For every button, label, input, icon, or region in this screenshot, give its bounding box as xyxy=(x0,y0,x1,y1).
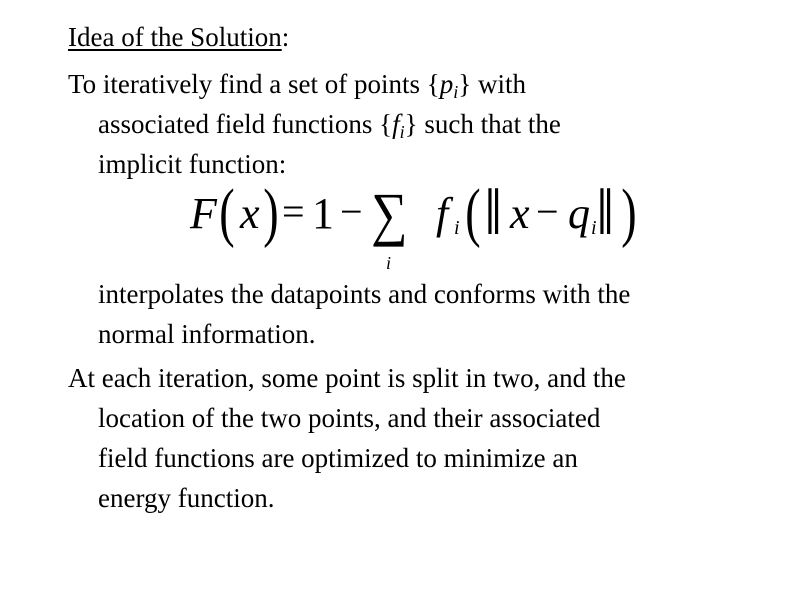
heading-text: Idea of the Solution xyxy=(68,22,282,52)
formula-minus: − xyxy=(340,189,363,234)
text-fragment: } with xyxy=(458,69,526,99)
text-fragment: } such that the xyxy=(404,109,561,139)
paragraph-iteration-line-4: energy function. xyxy=(98,483,275,513)
subscript-i: i xyxy=(453,82,459,102)
paragraph-goal-line-1 xyxy=(68,64,768,104)
formula-left-paren-2: ( xyxy=(465,176,481,249)
paragraph-iteration-line-1: At each iteration, some point is split in two, and the xyxy=(68,363,626,393)
subscript-i: i xyxy=(399,122,405,142)
formula-norm-left: ‖ xyxy=(484,176,503,249)
paragraph-iteration-line-2: location of the two points, and their associated xyxy=(98,403,601,433)
formula-left-paren: ( xyxy=(219,176,235,249)
paragraph-goal-line-3: implicit function: xyxy=(98,149,287,179)
paragraph-interpolates-line-1: interpolates the datapoints and conforms with the xyxy=(98,279,631,309)
formula-sum-symbol: ∑ xyxy=(371,181,408,247)
formula-minus-2: − xyxy=(536,189,559,234)
text-fragment: associated field functions { xyxy=(98,109,393,139)
formula-one: 1 xyxy=(312,189,334,238)
formula-x-2: x xyxy=(510,189,530,238)
formula-q-subscript: i xyxy=(591,217,597,239)
formula-norm-right: ‖ xyxy=(596,176,615,249)
formula-right-paren: ) xyxy=(263,176,279,249)
paragraph-goal-line-2 xyxy=(68,104,768,144)
var-p: p xyxy=(439,69,454,99)
formula-equals: = xyxy=(282,189,305,234)
text-fragment: To iteratively find a set of points { xyxy=(68,69,440,99)
formula-x: x xyxy=(240,189,260,238)
formula-F: F xyxy=(190,189,217,238)
implicit-function-formula xyxy=(190,176,637,275)
paragraph-interpolates xyxy=(68,274,768,354)
paragraph-iteration-line-3: field functions are optimized to minimize an xyxy=(98,443,578,473)
formula-f: f xyxy=(436,189,449,238)
paragraph-iteration xyxy=(68,358,768,518)
var-f: f xyxy=(392,109,400,139)
formula-f-subscript: i xyxy=(454,217,460,239)
formula-q: q xyxy=(568,189,590,238)
slide-heading xyxy=(68,20,289,54)
heading-colon: : xyxy=(281,22,290,52)
formula-sum-index: i xyxy=(386,253,392,273)
paragraph-interpolates-line-2: normal information. xyxy=(98,319,316,349)
paragraph-goal xyxy=(68,64,768,184)
formula-right-paren-2: ) xyxy=(621,176,637,249)
